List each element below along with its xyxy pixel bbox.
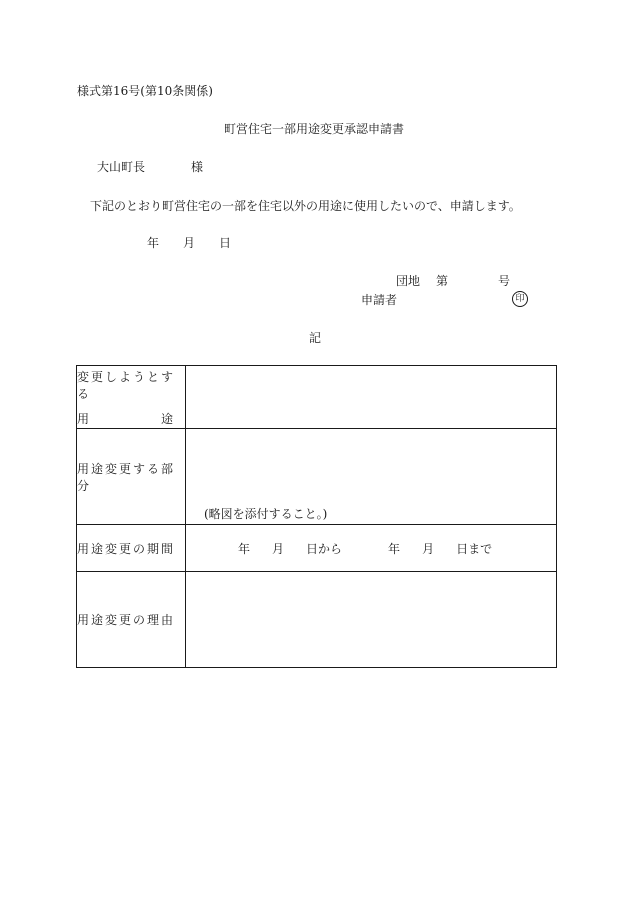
- label-usage-line1: 変更しようとする: [77, 369, 176, 401]
- date-year: 年: [147, 236, 160, 250]
- label-cell-period: 用途変更の期間: [77, 525, 186, 572]
- period-text: 年 月 日から 年 月 日まで: [238, 541, 493, 556]
- label-cell-reason: 用途変更の理由: [77, 572, 186, 668]
- application-table: [76, 365, 557, 668]
- period-input-cell[interactable]: [186, 525, 557, 572]
- table-row: [77, 572, 557, 668]
- part-input-cell[interactable]: [186, 429, 557, 525]
- danchi-label: 団地: [396, 274, 421, 288]
- table-row: [77, 429, 557, 525]
- document-title: 町営住宅一部用途変更承認申請書: [224, 122, 405, 136]
- go-label: 号: [498, 274, 511, 288]
- reason-input-cell[interactable]: [186, 572, 557, 668]
- date-day: 日: [219, 236, 232, 250]
- addressee-honorific: 様: [191, 160, 204, 174]
- table-row: [77, 525, 557, 572]
- sketch-note: (略図を添付すること。): [204, 507, 328, 521]
- table-row: [77, 366, 557, 429]
- label-cell-usage: [77, 366, 186, 429]
- label-usage-line2: 用 途: [77, 411, 173, 426]
- applicant-label: 申請者: [361, 293, 398, 307]
- form-number: 様式第16号(第10条関係): [77, 84, 213, 98]
- body-text: 下記のとおり町営住宅の一部を住宅以外の用途に使用したいので、申請します。: [90, 199, 521, 213]
- addressee-name: 大山町長: [97, 160, 146, 174]
- usage-input-cell[interactable]: [186, 366, 557, 429]
- addressee: [97, 159, 203, 175]
- dai-label: 第: [436, 274, 449, 288]
- ki-heading: 記: [309, 331, 322, 345]
- label-cell-part: 用途変更する部分: [77, 429, 186, 525]
- seal-mark: 印: [512, 291, 528, 307]
- date-line: [147, 235, 231, 251]
- date-month: 月: [183, 236, 196, 250]
- danchi-line: [396, 273, 510, 289]
